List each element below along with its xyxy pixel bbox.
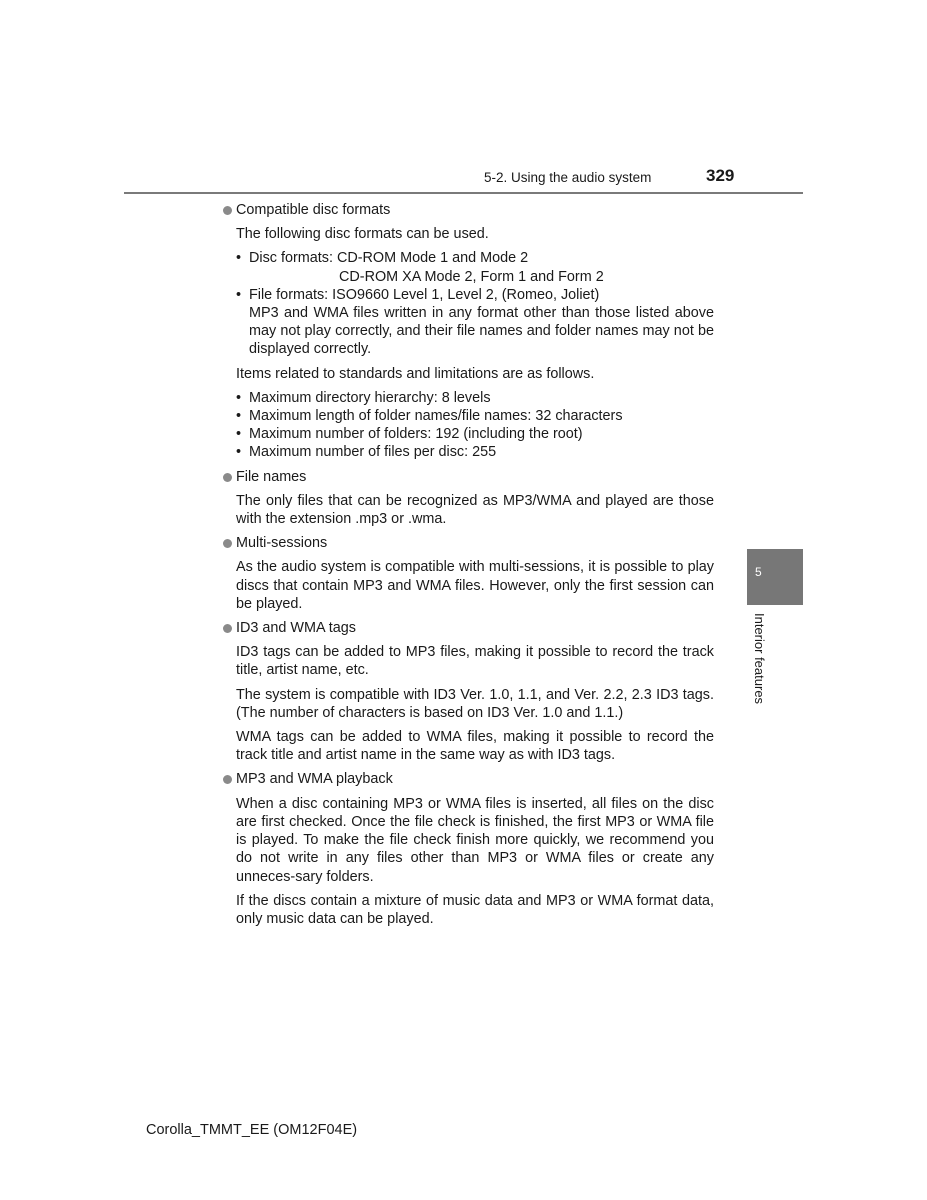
bullet-circle-icon [223,206,232,215]
section-heading-compatible: Compatible disc formats [222,201,714,219]
list-bullet-icon: • [236,444,242,461]
header-divider [124,192,803,194]
list-bullet-icon: • [236,389,242,406]
bullet-circle-icon [223,539,232,548]
list-bullet-icon: • [236,250,242,267]
list-item: • Maximum length of folder names/file names: 32 characters [236,408,623,425]
file-names-body: The only files that can be recognized as MP3/WMA and played are those with the extension .mp3 or .wma. [236,492,714,528]
tags-body-2: The system is compatible with ID3 Ver. 1.0, 1.1, and Ver. 2.2, 2.3 ID3 tags. (The number of characters is based on ID3 Ver. 1.0 and 1.1.) [236,686,714,721]
section-heading-file-names: File names [222,468,714,486]
page-number: 329 [706,166,735,185]
list-item: • Maximum number of folders: 192 (including the root) [236,426,583,443]
file-formats-note: MP3 and WMA files written in any format other than those listed above may not play correctly, and their file names and folder names may not be displayed correctly. [249,305,714,358]
list-item: • File formats: ISO9660 Level 1, Level 2, (Romeo, Joliet) MP3 and WMA files written in any format other than those listed above may not play correctly, and their file names and folder names may not be displayed correctly. [236,286,714,358]
list-bullet-icon: • [236,408,242,425]
section-heading-tags: ID3 and WMA tags [222,619,714,637]
multi-sessions-body: As the audio system is compatible with multi-sessions, it is possible to play discs that contain MP3 and WMA files. However, only the first session can be played. [236,559,714,612]
playback-body-1: When a disc containing MP3 or WMA files is inserted, all files on the disc are first checked. Once the file check is finished, the first MP3 or WMA file is played. To make the file check finish more quickly, we recommend you do not write in any files other than MP3 or WMA files or create any unneces-sary folders. [236,795,714,885]
footer-manual-id: Corolla_TMMT_EE (OM12F04E) [146,1122,358,1138]
section-heading-multi-sessions: Multi-sessions [222,534,714,552]
list-bullet-icon: • [236,286,242,303]
list-bullet-icon: • [236,426,242,443]
list-item: • Disc formats: CD-ROM Mode 1 and Mode 2 CD-ROM XA Mode 2, Form 1 and Form 2 [222,249,714,285]
chapter-tab [747,549,803,605]
tags-body-3: WMA tags can be added to WMA files, making it possible to record the track title and artist name in the same way as with ID3 tags. [236,729,714,764]
list-item: • Maximum directory hierarchy: 8 levels [236,389,491,406]
compatible-intro: The following disc formats can be used. [236,226,489,243]
chapter-label: Interior features [752,613,767,705]
section-heading-playback: MP3 and WMA playback [222,770,714,788]
tags-body-1: ID3 tags can be added to MP3 files, making it possible to record the track title, artist name, etc. [236,644,714,679]
playback-body-2: If the discs contain a mixture of music data and MP3 or WMA format data, only music data can be played. [236,892,714,927]
standards-intro: Items related to standards and limitations are as follows. [236,365,595,382]
chapter-number: 5 [755,565,762,579]
bullet-circle-icon [223,473,232,482]
disc-formats-continued: CD-ROM XA Mode 2, Form 1 and Form 2 [339,268,604,285]
format-list [222,249,714,358]
list-item: • Maximum number of files per disc: 255 [236,444,497,461]
page-content [222,200,714,934]
bullet-circle-icon [223,775,232,784]
bullet-circle-icon [223,624,232,633]
limits-list [222,389,714,462]
section-title: 5-2. Using the audio system [484,170,652,185]
